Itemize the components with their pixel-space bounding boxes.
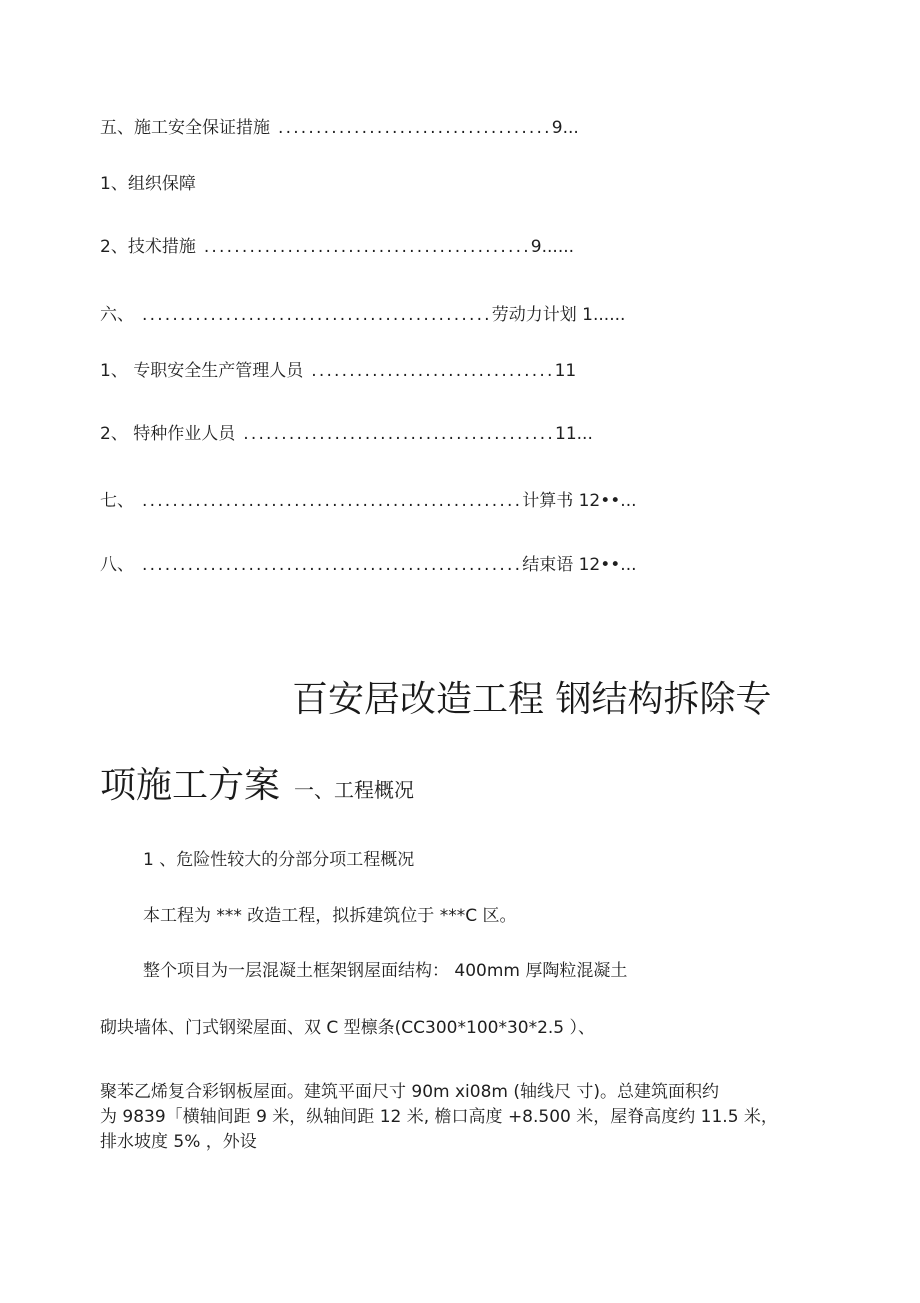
toc-page-number: 11: [554, 361, 577, 381]
toc-entry-6[interactable]: [100, 304, 625, 326]
toc-leader-dots: ..................................................: [142, 491, 523, 511]
section-heading: 一、工程概况: [294, 778, 415, 802]
toc-entry-6-1[interactable]: [100, 360, 576, 382]
toc-entry-label: 六、: [100, 305, 134, 325]
toc-leader-dots: ....................................: [278, 118, 552, 138]
paragraph-line: 本工程为 *** 改造工程，拟拆建筑位于 ***C 区。: [143, 906, 517, 926]
toc-leader-dots: .........................................: [243, 424, 555, 444]
paragraph-line: 整个项目为一层混凝土框架钢屋面结构： 400mm 厚陶粒混凝土: [143, 961, 628, 981]
paragraph-line: 为 9839「横轴间距 9 米，纵轴间距 12 米, 檐口高度 +8.500 米，屋脊高度约 11.5 米，: [100, 1107, 778, 1127]
toc-entry-8[interactable]: [100, 554, 637, 576]
toc-leader-dots: ...........................................: [203, 237, 531, 257]
toc-leader-dots: ..................................................: [142, 555, 523, 575]
toc-page-number: 11...: [555, 424, 593, 444]
toc-entry-label: 2、 特种作业人员: [100, 424, 236, 444]
paragraph-line: 砌块墙体、门式钢梁屋面、双 C 型檩条(CC300*100*30*2.5 ）、: [100, 1018, 596, 1038]
subsection-heading: 1 、危险性较大的分部分项工程概况: [143, 850, 415, 870]
toc-page-number: 9......: [530, 237, 575, 257]
toc-page-number: 9...: [551, 118, 579, 138]
toc-page-number: 劳动力计划 1......: [491, 305, 626, 325]
toc-entry-5[interactable]: [100, 117, 579, 139]
document-title-text: 项施工方案: [100, 765, 281, 806]
toc-leader-dots: ................................: [311, 361, 555, 381]
toc-entry-label: 2、技术措施: [100, 237, 196, 257]
paragraph-line: 排水坡度 5% ，外设: [100, 1132, 257, 1152]
toc-entry-6-2[interactable]: [100, 423, 593, 445]
toc-entry-5-1[interactable]: [100, 173, 196, 195]
toc-leader-dots: ..............................................: [142, 305, 492, 325]
toc-entry-label: 八、: [100, 555, 134, 575]
toc-entry-5-2[interactable]: [100, 236, 574, 258]
toc-entry-label: 1、 专职安全生产管理人员: [100, 361, 304, 381]
document-title-line-2: [100, 764, 414, 812]
toc-entry-label: 七、: [100, 491, 134, 511]
paragraph-line: 聚苯乙烯复合彩钢板屋面。建筑平面尺寸 90m xi08m (轴线尺 寸)。总建筑面积约: [100, 1082, 720, 1102]
toc-entry-label: 1、组织保障: [100, 174, 196, 194]
document-title-line-1: 百安居改造工程 钢结构拆除专: [292, 679, 772, 720]
toc-entry-7[interactable]: [100, 490, 637, 512]
toc-entry-label: 五、施工安全保证措施: [100, 118, 270, 138]
toc-page-number: 计算书 12••...: [522, 491, 637, 511]
toc-page-number: 结束语 12••...: [522, 555, 637, 575]
